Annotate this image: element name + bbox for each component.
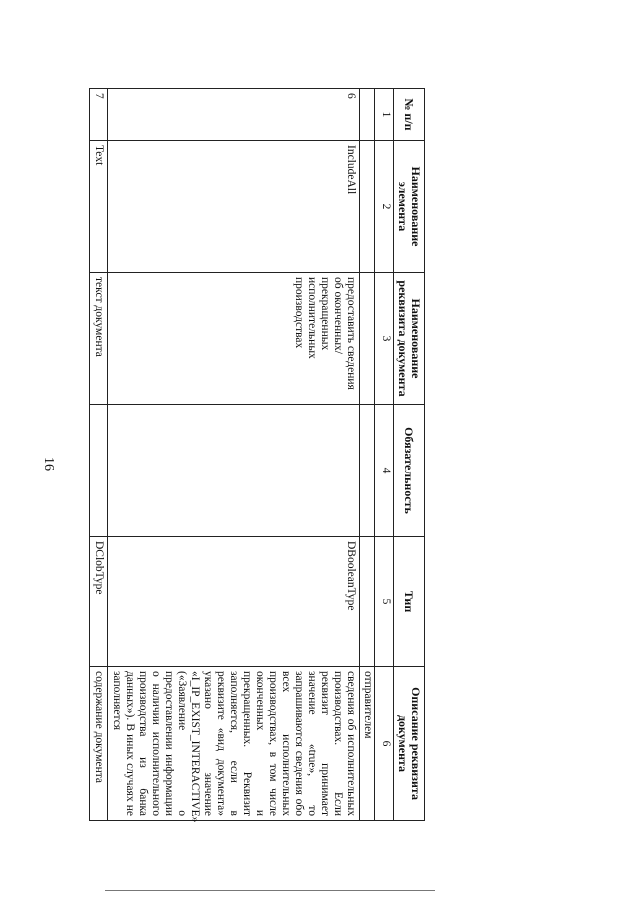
page-bottom-rule bbox=[105, 890, 435, 891]
header-element: Наименование элемента bbox=[394, 141, 425, 273]
row-description: сведения об исполнительных производствах. Если реквизит принимает значение «true», то запрашиваются сведения обо всех исполнительных производствах, в том числе оконченных и прекращенных. Реквизит заполняется, если в реквизите «вид документа» указано значение «I_IP_EXIST_INTERACTIVE» («Заявление о предоставлении информации о наличии исполнительного производства из банка данных»). В иных случаях не заполняется bbox=[108, 667, 360, 821]
column-number: 3 bbox=[375, 273, 394, 405]
header-num: № п/п bbox=[394, 89, 425, 141]
column-number: 4 bbox=[375, 405, 394, 537]
continuation-row bbox=[360, 89, 375, 821]
row-num: 7 bbox=[90, 89, 108, 141]
header-row bbox=[394, 89, 425, 821]
row-num: 6 bbox=[108, 89, 360, 141]
column-number-row bbox=[375, 89, 394, 821]
header-requisite: Наименование реквизита документа bbox=[394, 273, 425, 405]
table-row bbox=[90, 89, 108, 821]
column-number: 1 bbox=[375, 89, 394, 141]
header-type: Тип bbox=[394, 537, 425, 667]
header-required: Обязательность bbox=[394, 405, 425, 537]
row-type: DClobType bbox=[90, 537, 108, 667]
row-type: DBooleanType bbox=[108, 537, 360, 667]
continuation-text: отправителем bbox=[360, 667, 375, 821]
table-row bbox=[108, 89, 360, 821]
row-element: Text bbox=[90, 141, 108, 273]
page-number: 16 bbox=[41, 457, 56, 471]
row-required bbox=[108, 405, 360, 537]
row-element: IncludeAll bbox=[108, 141, 360, 273]
requisites-table bbox=[89, 88, 425, 821]
row-requisite: текст документа bbox=[90, 273, 108, 405]
rotated-table-container bbox=[93, 88, 425, 823]
row-description: содержание документа bbox=[90, 667, 108, 821]
column-number: 6 bbox=[375, 667, 394, 821]
header-description: Описание реквизита документа bbox=[394, 667, 425, 821]
column-number: 5 bbox=[375, 537, 394, 667]
column-number: 2 bbox=[375, 141, 394, 273]
row-required bbox=[90, 405, 108, 537]
row-requisite: предоставить сведения об оконченных/ прекращенных исполнительных производствах bbox=[108, 273, 360, 405]
